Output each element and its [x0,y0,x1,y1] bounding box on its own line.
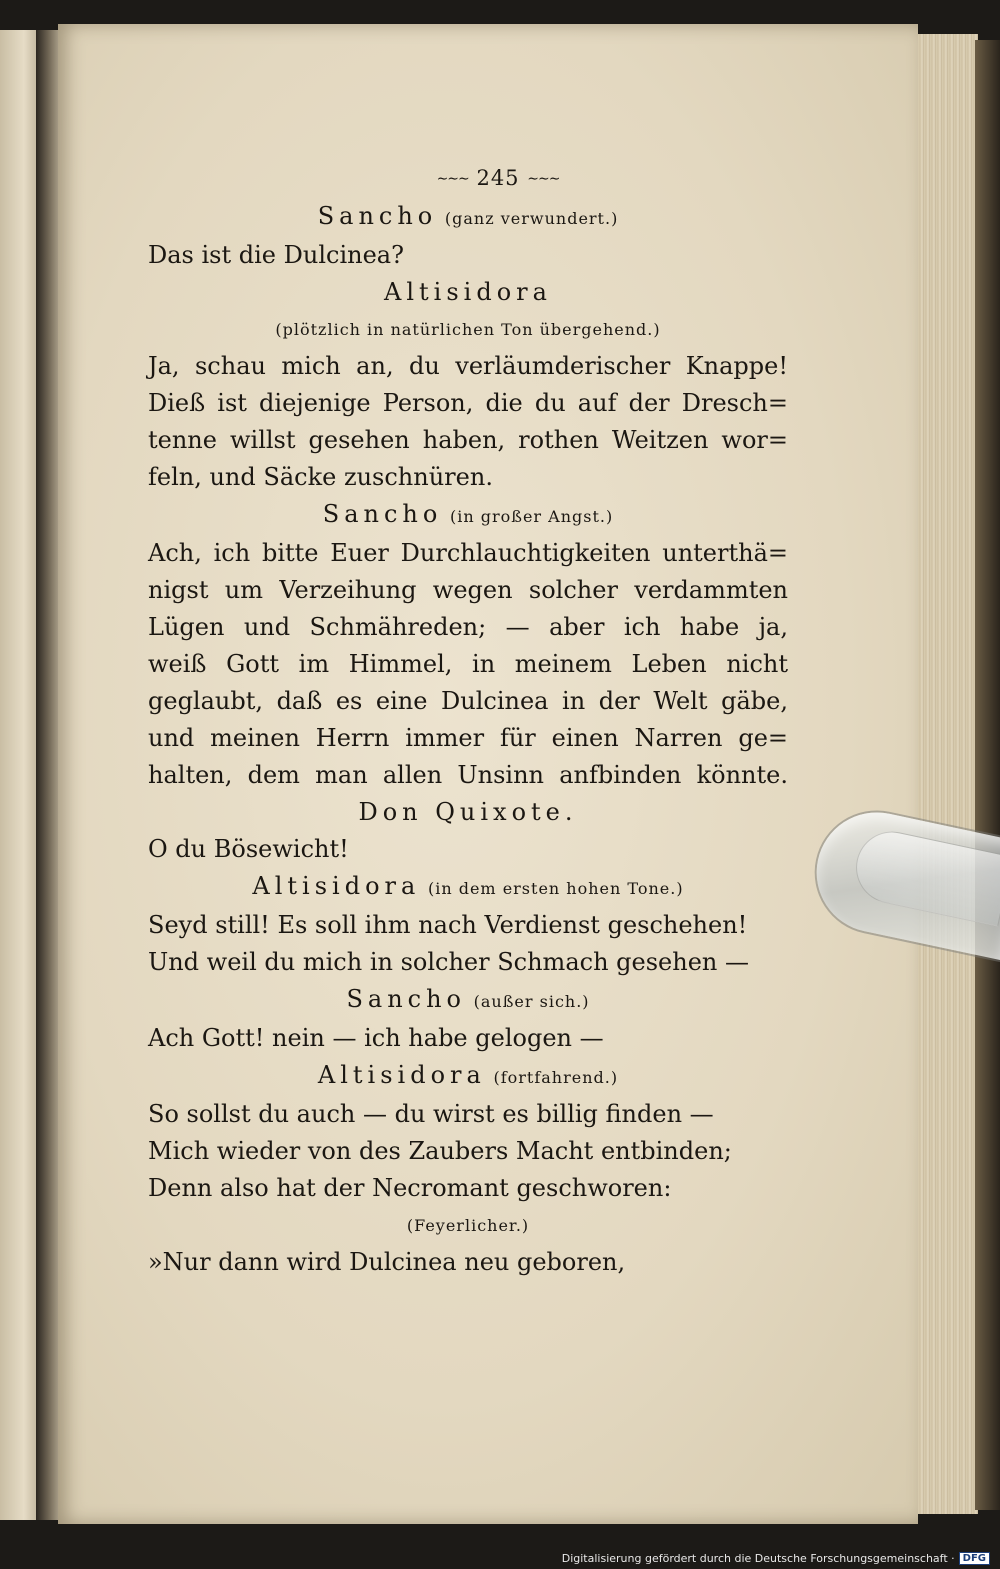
stage-direction: (Feyerlicher.) [406,1216,530,1235]
page-number-line [208,160,788,198]
ornament-right-icon: ∼∼∼ [527,171,560,187]
text-line: O du Bösewicht! [148,835,349,863]
text-line: »Nur dann wird Dulcinea neu geboren, [148,1248,626,1276]
text-line: So sollst du auch — du wirst es billig finden — [148,1100,714,1128]
text-line: tenne willst gesehen haben, rothen Weitzen wor= [148,426,788,454]
text-line: Denn also hat der Necromant geschworen: [148,1174,672,1202]
speaker-name: Sancho [322,500,443,528]
text-line: halten, dem man allen Unsinn anfbinden könnte. [148,761,788,789]
text-line: Mich wieder von des Zaubers Macht entbinden; [148,1137,732,1165]
speaker-line [148,198,788,237]
text-line: geglaubt, daß es eine Dulcinea in der Welt gäbe, [148,687,788,715]
page-clip-highlight [849,825,1000,927]
speaker-line [148,868,788,907]
stage-direction: (in dem ersten hohen Tone.) [427,879,684,898]
speaker-line [148,981,788,1020]
stage-direction: (plötzlich in natürlichen Ton übergehend.) [275,320,661,339]
facing-page-edge [0,30,40,1520]
text-line: weiß Gott im Himmel, in meinem Leben nicht [148,650,788,678]
text-line: Ja, schau mich an, du verläumderischer Knappe! [148,352,788,380]
stage-direction: (außer sich.) [473,992,590,1011]
text-line: Dieß ist diejenige Person, die du auf der Dresch= [148,389,788,417]
stage-direction: (ganz verwundert.) [444,209,619,228]
text-line: Ach, ich bitte Euer Durchlauchtigkeiten unterthä= [148,539,788,567]
speaker-name: Altisidora [317,1061,486,1089]
ornament-left-icon: ∼∼∼ [436,171,469,187]
text-line: Und weil du mich in solcher Schmach gesehen — [148,948,749,976]
text-line: Seyd still! Es soll ihm nach Verdienst geschehen! [148,911,748,939]
speaker-name: Altisidora [252,872,421,900]
text-line: feln, und Säcke zuschnüren. [148,463,493,491]
text-line: nigst um Verzeihung wegen solcher verdammten [148,576,788,604]
speaker-line [148,496,788,535]
speaker-name: Altisidora [384,278,552,306]
text-line: und meinen Herrn immer für einen Narren ge= [148,724,788,752]
speaker-name: Sancho [346,985,466,1013]
stage-direction: (fortfahrend.) [493,1068,619,1087]
dfg-logo: DFG [959,1552,990,1565]
text-line: Lügen und Schmähreden; — aber ich habe ja, [148,613,788,641]
stage-direction: (in großer Angst.) [449,507,614,526]
speaker-name: Sancho [317,202,438,230]
speaker-line [148,1057,788,1096]
page-text [148,160,788,1281]
funding-footer [562,1552,990,1565]
page-number: 245 [476,166,520,190]
text-line: Das ist die Dulcinea? [148,241,404,269]
footer-text: Digitalisierung gefördert durch die Deutsche Forschungsgemeinschaft · [561,1552,955,1565]
book-cover-edge [975,40,1000,1510]
speaker-name: Don Quixote. [358,798,578,826]
text-line: Ach Gott! nein — ich habe gelogen — [148,1024,604,1052]
